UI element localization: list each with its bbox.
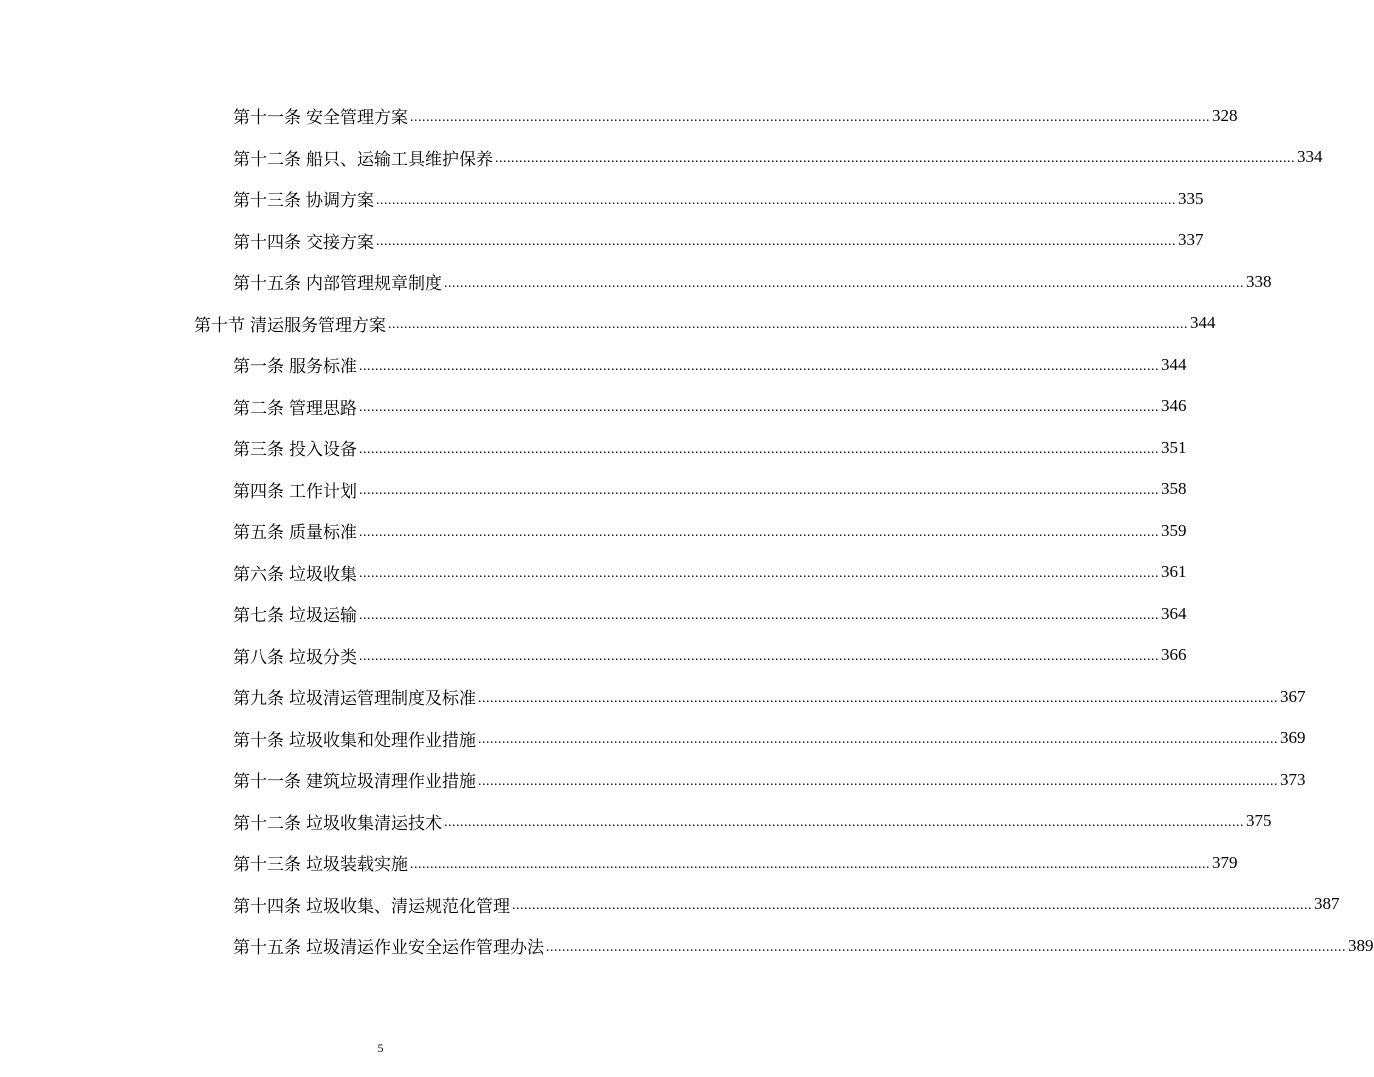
- toc-entry-number: 第九条: [233, 689, 284, 710]
- toc-dot-leader: ........................................................................................................................................................................................................: [359, 358, 1159, 374]
- toc-section-entry[interactable]: [0, 303, 1216, 345]
- toc-dot-leader: ........................................................................................................................................................................................................: [376, 192, 1176, 208]
- toc-entry[interactable]: [0, 759, 1306, 801]
- toc-page-number: 344: [1161, 354, 1187, 374]
- toc-entry-text: 协调方案: [306, 191, 374, 212]
- toc-entry-number: 第十一条: [233, 772, 301, 793]
- toc-entry-number: 第六条: [233, 564, 284, 585]
- toc-entry-title: [233, 643, 357, 668]
- toc-page-number: 387: [1314, 894, 1340, 914]
- toc-entry[interactable]: [0, 884, 1340, 926]
- toc-dot-leader: ........................................................................................................................................................................................................: [359, 649, 1159, 665]
- toc-entry-text: 垃圾收集清运技术: [306, 813, 442, 834]
- toc-entry-title: [233, 560, 357, 585]
- toc-entry-number: 第八条: [233, 647, 284, 668]
- toc-entry-title: [233, 228, 374, 253]
- toc-dot-leader: ........................................................................................................................................................................................................: [410, 109, 1210, 125]
- toc-dot-leader: ........................................................................................................................................................................................................: [478, 690, 1278, 706]
- toc-entry-text: 管理思路: [289, 398, 357, 419]
- toc-page-number: 373: [1280, 769, 1306, 789]
- page-number: 5: [377, 1041, 384, 1055]
- toc-page-number: 344: [1190, 313, 1216, 333]
- toc-entry-number: 第十四条: [233, 896, 301, 917]
- toc-entry-text: 工作计划: [289, 481, 357, 502]
- toc-entry-text: 船只、运输工具维护保养: [306, 149, 493, 170]
- toc-dot-leader: ........................................................................................................................................................................................................: [478, 773, 1278, 789]
- toc-entry-text: 垃圾清运作业安全运作管理办法: [306, 938, 544, 959]
- toc-entry-text: 服务标准: [289, 357, 357, 378]
- toc-entry-title: [233, 726, 476, 751]
- toc-entry-number: 第五条: [233, 523, 284, 544]
- toc-entry-text: 垃圾收集: [289, 564, 357, 585]
- toc-entry[interactable]: [0, 510, 1187, 552]
- toc-entry-text: 垃圾装载实施: [306, 855, 408, 876]
- table-of-contents: [0, 95, 1374, 967]
- toc-entry-title: [233, 103, 408, 128]
- toc-page-number: 335: [1178, 188, 1204, 208]
- toc-entry[interactable]: [0, 178, 1204, 220]
- toc-entry-text: 清运服务管理方案: [250, 315, 386, 336]
- toc-entry[interactable]: [0, 842, 1238, 884]
- toc-entry-title: [233, 850, 408, 875]
- toc-entry-number: 第十二条: [233, 149, 301, 170]
- toc-entry-title: [233, 601, 357, 626]
- toc-page-number: 337: [1178, 230, 1204, 250]
- toc-entry-number: 第十五条: [233, 274, 301, 295]
- toc-entry-number: 第十节: [194, 315, 245, 336]
- toc-entry-title: [233, 767, 476, 792]
- toc-entry[interactable]: [0, 925, 1374, 967]
- toc-entry[interactable]: [0, 95, 1238, 137]
- toc-entry-number: 第四条: [233, 481, 284, 502]
- toc-entry-text: 内部管理规章制度: [306, 274, 442, 295]
- toc-entry-number: 第七条: [233, 606, 284, 627]
- toc-entry-title: [233, 352, 357, 377]
- toc-entry-text: 投入设备: [289, 440, 357, 461]
- toc-entry[interactable]: [0, 593, 1187, 635]
- toc-dot-leader: ........................................................................................................................................................................................................: [359, 441, 1159, 457]
- toc-page-number: 375: [1246, 811, 1272, 831]
- toc-dot-leader: ........................................................................................................................................................................................................: [478, 732, 1278, 748]
- toc-entry-text: 建筑垃圾清理作业措施: [306, 772, 476, 793]
- toc-entry-number: 第十二条: [233, 813, 301, 834]
- toc-entry-text: 交接方案: [306, 232, 374, 253]
- toc-dot-leader: ........................................................................................................................................................................................................: [444, 815, 1244, 831]
- toc-entry-number: 第十三条: [233, 855, 301, 876]
- toc-entry-title: [233, 892, 510, 917]
- toc-entry-text: 安全管理方案: [306, 108, 408, 129]
- toc-dot-leader: ........................................................................................................................................................................................................: [388, 317, 1188, 333]
- toc-page-number: 364: [1161, 603, 1187, 623]
- toc-entry[interactable]: [0, 469, 1187, 511]
- toc-dot-leader: ........................................................................................................................................................................................................: [495, 151, 1295, 167]
- toc-page-number: 366: [1161, 645, 1187, 665]
- toc-dot-leader: ........................................................................................................................................................................................................: [444, 275, 1244, 291]
- toc-entry-title: [233, 394, 357, 419]
- toc-entry-number: 第三条: [233, 440, 284, 461]
- toc-entry-text: 质量标准: [289, 523, 357, 544]
- toc-entry-number: 第十一条: [233, 108, 301, 129]
- toc-entry[interactable]: [0, 220, 1204, 262]
- toc-page-number: 328: [1212, 105, 1238, 125]
- toc-entry[interactable]: [0, 261, 1272, 303]
- toc-entry-number: 第十三条: [233, 191, 301, 212]
- toc-page-number: 359: [1161, 520, 1187, 540]
- toc-entry[interactable]: [0, 635, 1187, 677]
- toc-entry[interactable]: [0, 801, 1272, 843]
- toc-entry-title: [233, 186, 374, 211]
- toc-page-number: 367: [1280, 686, 1306, 706]
- toc-entry-title: [233, 269, 442, 294]
- toc-entry-text: 垃圾收集和处理作业措施: [289, 730, 476, 751]
- toc-dot-leader: ........................................................................................................................................................................................................: [359, 566, 1159, 582]
- toc-page-number: 389: [1348, 935, 1374, 955]
- toc-entry[interactable]: [0, 344, 1187, 386]
- toc-entry[interactable]: [0, 676, 1306, 718]
- toc-entry-title: [233, 145, 493, 170]
- toc-page-number: 379: [1212, 852, 1238, 872]
- toc-entry[interactable]: [0, 137, 1323, 179]
- toc-entry-title: [233, 684, 476, 709]
- toc-entry-number: 第十五条: [233, 938, 301, 959]
- toc-dot-leader: ........................................................................................................................................................................................................: [512, 898, 1312, 914]
- toc-dot-leader: ........................................................................................................................................................................................................: [546, 939, 1346, 955]
- toc-entry-title: [233, 809, 442, 834]
- toc-entry[interactable]: [0, 427, 1187, 469]
- toc-page-number: 361: [1161, 562, 1187, 582]
- toc-page-number: 358: [1161, 479, 1187, 499]
- toc-dot-leader: ........................................................................................................................................................................................................: [359, 483, 1159, 499]
- toc-entry-title: [233, 518, 357, 543]
- toc-page-number: 334: [1297, 147, 1323, 167]
- toc-entry-title: [233, 477, 357, 502]
- toc-dot-leader: ........................................................................................................................................................................................................: [359, 524, 1159, 540]
- toc-entry-number: 第二条: [233, 398, 284, 419]
- toc-entry[interactable]: [0, 386, 1187, 428]
- toc-page-number: 369: [1280, 728, 1306, 748]
- toc-entry-text: 垃圾运输: [289, 606, 357, 627]
- toc-entry-text: 垃圾收集、清运规范化管理: [306, 896, 510, 917]
- toc-entry-number: 第一条: [233, 357, 284, 378]
- toc-page-number: 346: [1161, 396, 1187, 416]
- toc-dot-leader: ........................................................................................................................................................................................................: [410, 856, 1210, 872]
- toc-page-number: 351: [1161, 437, 1187, 457]
- toc-dot-leader: ........................................................................................................................................................................................................: [359, 400, 1159, 416]
- toc-dot-leader: ........................................................................................................................................................................................................: [376, 234, 1176, 250]
- toc-entry-number: 第十四条: [233, 232, 301, 253]
- toc-entry-number: 第十条: [233, 730, 284, 751]
- toc-entry-text: 垃圾清运管理制度及标准: [289, 689, 476, 710]
- toc-entry-title: [233, 435, 357, 460]
- toc-dot-leader: ........................................................................................................................................................................................................: [359, 607, 1159, 623]
- toc-entry[interactable]: [0, 552, 1187, 594]
- toc-entry-title: [194, 311, 386, 336]
- toc-entry[interactable]: [0, 718, 1306, 760]
- toc-entry-text: 垃圾分类: [289, 647, 357, 668]
- toc-entry-title: [233, 933, 544, 958]
- toc-page-number: 338: [1246, 271, 1272, 291]
